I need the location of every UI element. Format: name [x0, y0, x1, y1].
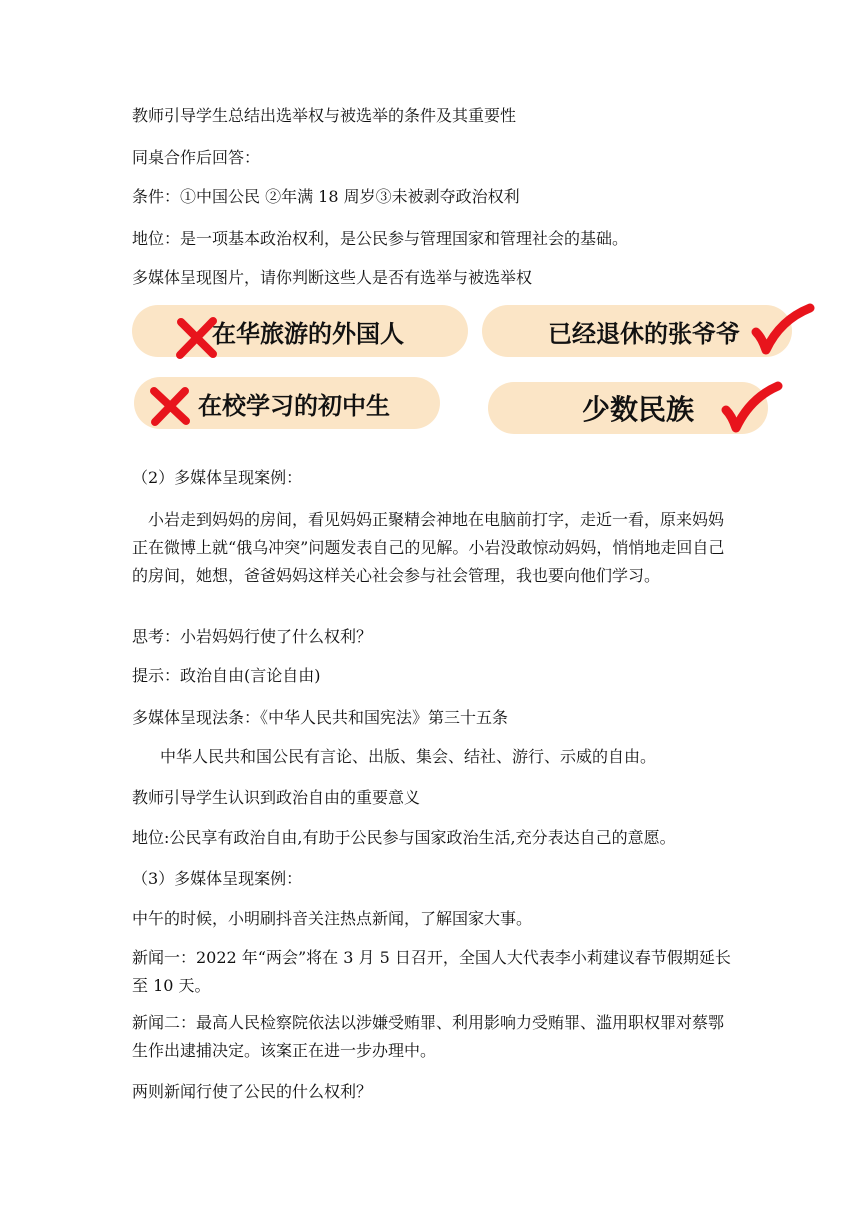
p-freedom-status: 地位:公民享有政治自由,有助于公民参与国家政治生活,充分表达自己的意愿。	[132, 828, 676, 847]
p-status: 地位：是一项基本政治权利，是公民参与管理国家和管理社会的基础。	[132, 229, 629, 248]
card-label: 在华旅游的外国人	[212, 319, 404, 348]
p-think: 思考：小岩妈妈行使了什么权利？	[132, 627, 373, 646]
p-deskmate-answer: 同桌合作后回答：	[132, 148, 261, 167]
p-news-1: 新闻一：2022 年“两会”将在 3 月 5 日召开，全国人大代表李小莉建议春节假期延长至 10 天。	[132, 948, 731, 995]
p-question: 两则新闻行使了公民的什么权利？	[132, 1082, 373, 1101]
p-case-2-story: 小岩走到妈妈的房间，看见妈妈正聚精会神地在电脑前打字，走近一看，原来妈妈正在微博上就“俄乌冲突”问题发表自己的见解。小岩没敢惊动妈妈，悄悄地走回自己的房间，她想，爸爸妈妈这样关心社会参与社会管理，我也要向他们学习。	[132, 510, 725, 585]
p-news-2: 新闻二：最高人民检察院依法以涉嫌受贿罪、利用影响力受贿罪、滥用职权罪对蔡鄂生作出逮捕决定。该案正在进一步办理中。	[132, 1013, 725, 1060]
p-summary-intro: 教师引导学生总结出选举权与被选举的条件及其重要性	[132, 106, 517, 125]
cross-mark-icon	[150, 386, 190, 426]
card-label: 已经退休的张爷爷	[548, 319, 740, 348]
cross-mark-icon	[176, 317, 218, 359]
p-law-text: 中华人民共和国公民有言论、出版、集会、结社、游行、示威的自由。	[160, 747, 657, 766]
card-label: 在校学习的初中生	[198, 391, 390, 420]
p-law-article: 多媒体呈现法条：《中华人民共和国宪法》第三十五条	[132, 708, 509, 727]
card-retired-grandpa	[482, 305, 792, 357]
check-mark-icon	[720, 380, 782, 436]
p-multimedia-pictures: 多媒体呈现图片，请你判断这些人是否有选举与被选举权	[132, 268, 533, 287]
p-case-2-heading: （2）多媒体呈现案例：	[132, 468, 303, 487]
check-mark-icon	[750, 302, 814, 358]
p-political-freedom: 教师引导学生认识到政治自由的重要意义	[132, 788, 421, 807]
p-conditions: 条件：①中国公民 ②年满 18 周岁③未被剥夺政治权利	[132, 187, 520, 206]
card-label: 少数民族	[582, 393, 695, 426]
p-case-3-intro: 中午的时候，小明刷抖音关注热点新闻，了解国家大事。	[132, 909, 533, 928]
p-case-3-heading: （3）多媒体呈现案例：	[132, 869, 303, 888]
p-hint: 提示：政治自由(言论自由)	[132, 666, 321, 685]
